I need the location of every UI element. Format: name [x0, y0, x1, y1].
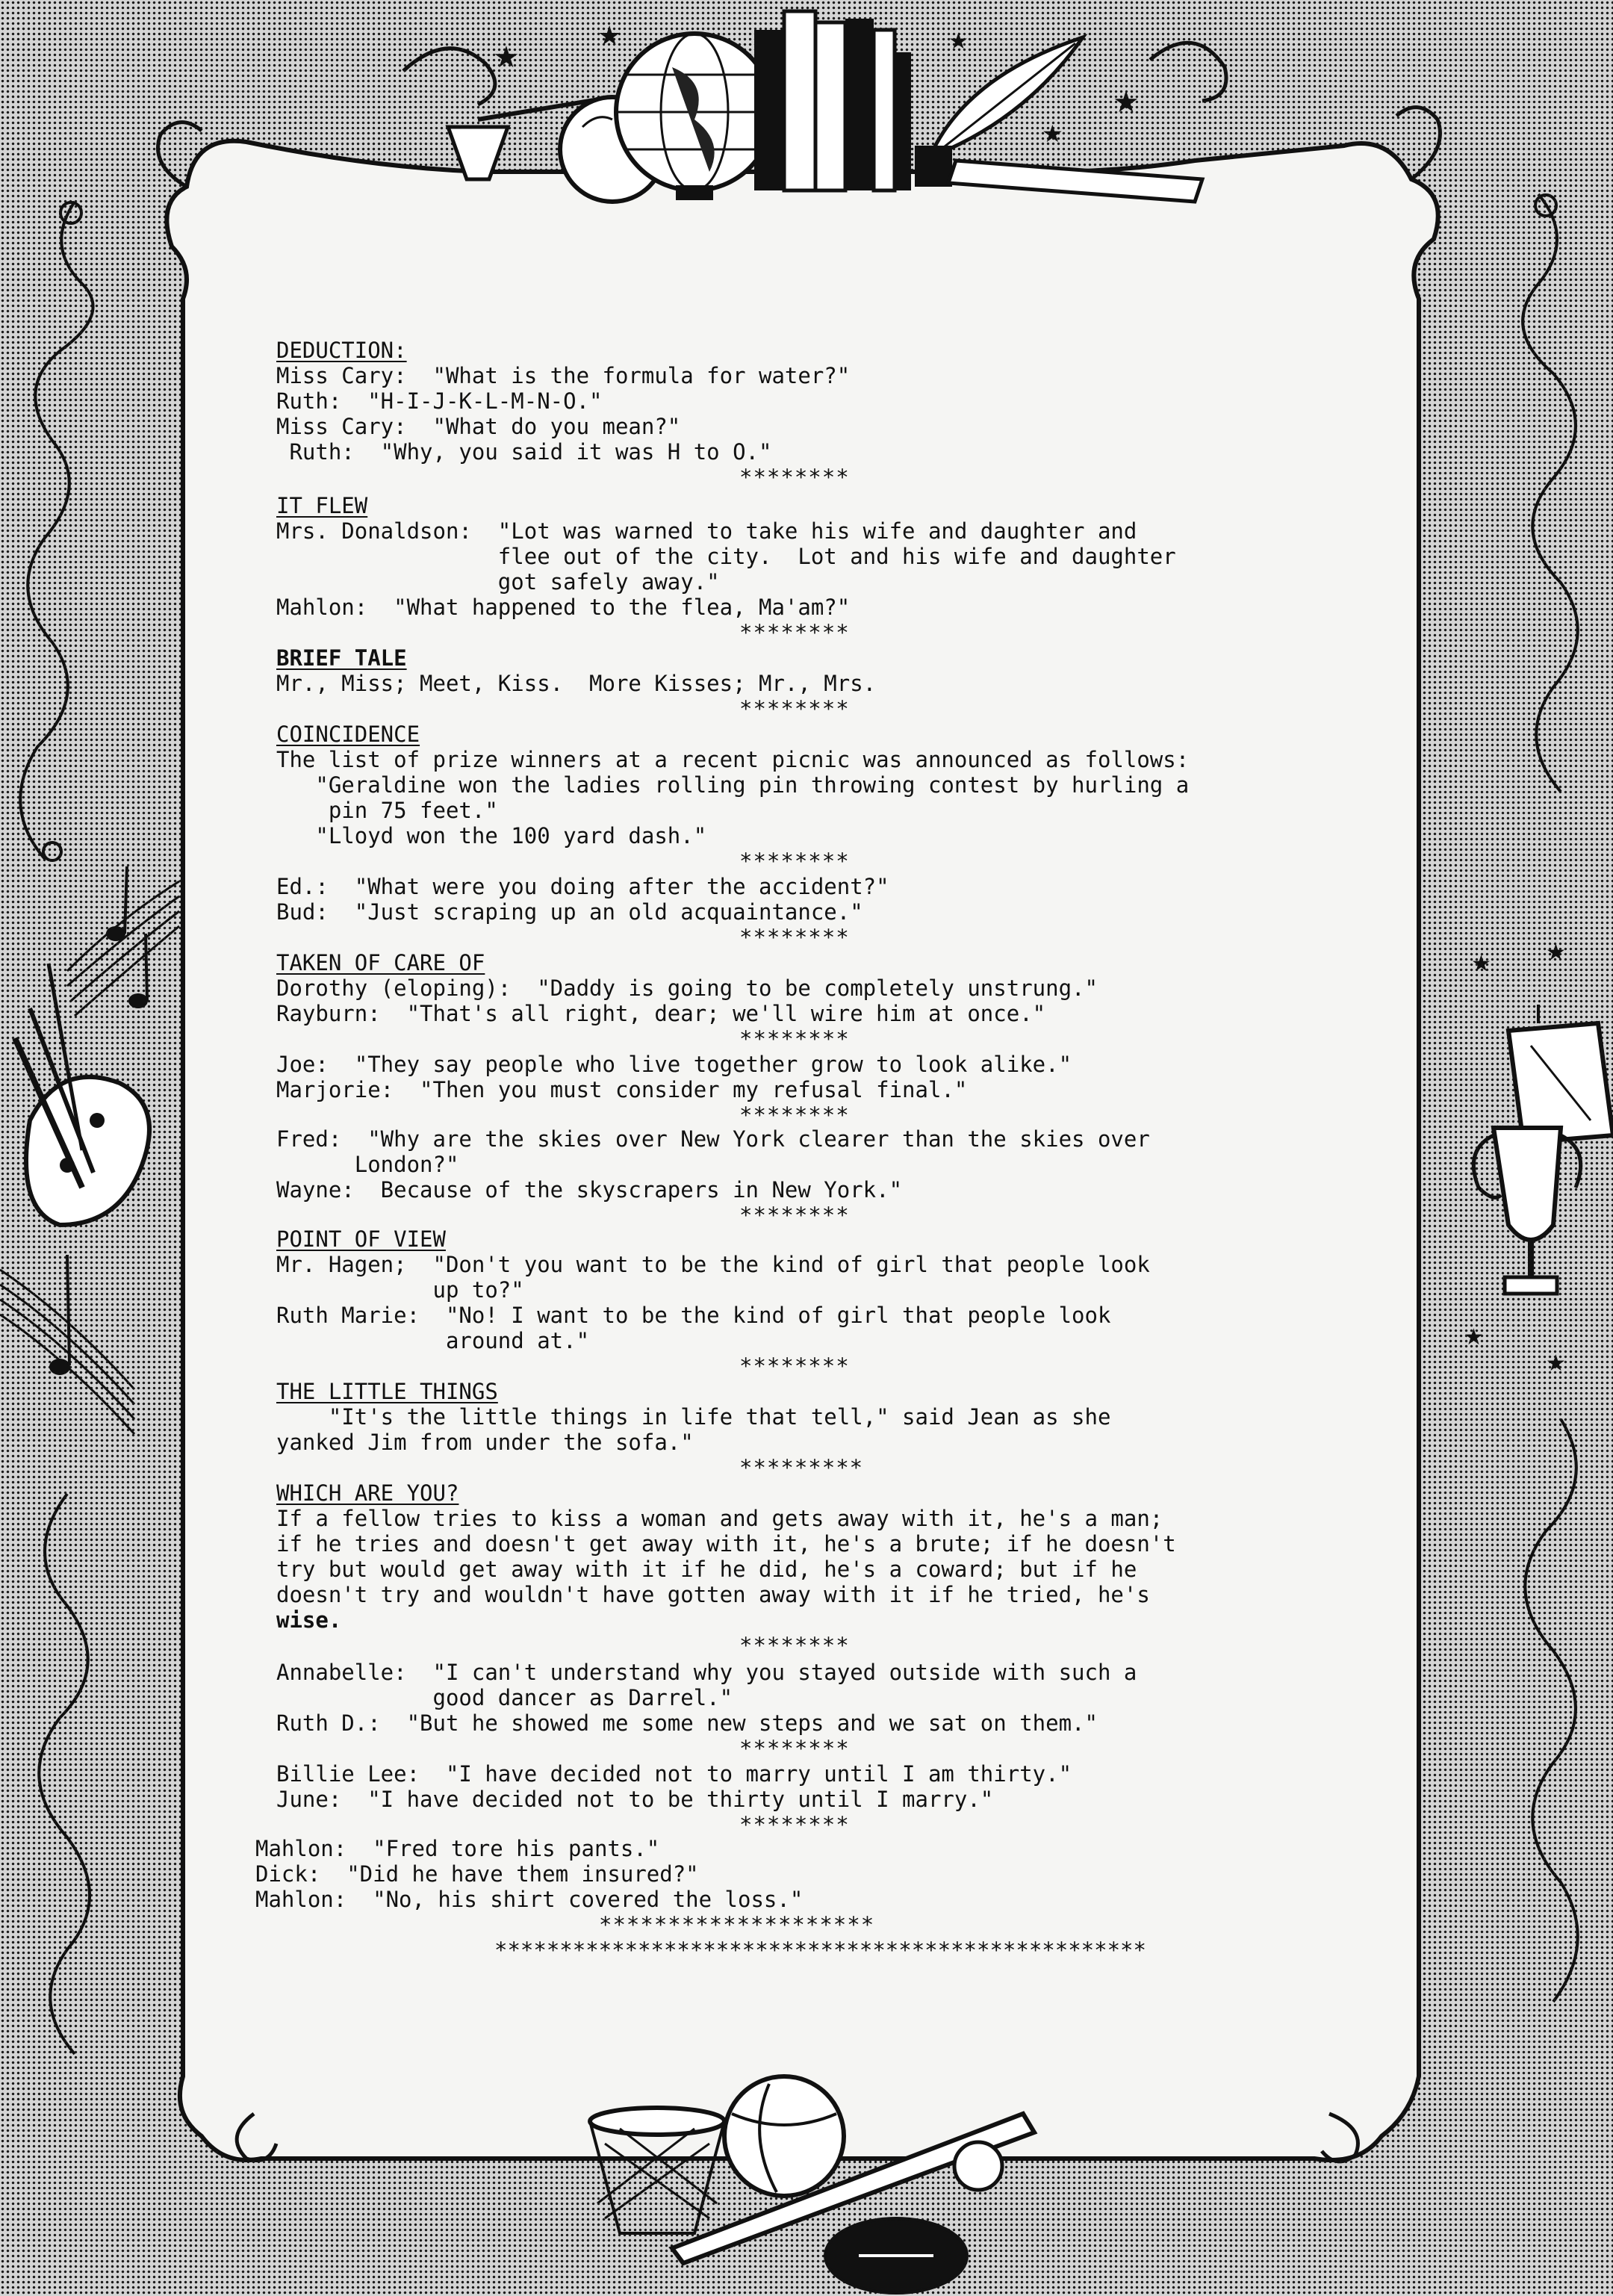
separator: ********	[739, 465, 850, 490]
dialogue-line: Miss Cary: "What is the formula for water?"	[276, 363, 851, 388]
final-separator: **************************************************	[494, 1937, 1146, 1963]
vine-right	[1523, 194, 1578, 792]
separator: ********	[739, 1812, 850, 1837]
dialogue-line: June: "I have decided not to be thirty until I marry."	[276, 1787, 994, 1812]
trophy-icon	[1473, 1128, 1580, 1294]
dialogue-line: good dancer as Darrel."	[276, 1685, 733, 1710]
separator: ********	[739, 1102, 850, 1128]
dialogue-line: got safely away."	[276, 569, 720, 595]
svg-text:★: ★	[1546, 940, 1566, 966]
separator: ********	[739, 925, 850, 950]
dialogue-line: Mr., Miss; Meet, Kiss. More Kisses; Mr., Mrs.	[276, 671, 877, 696]
section-heading: POINT OF VIEW	[276, 1226, 446, 1252]
separator: ********	[739, 696, 850, 722]
dialogue-line: pin 75 feet."	[276, 798, 498, 823]
section-annabelle-ruth	[276, 1660, 1359, 1761]
dialogue-line: Billie Lee: "I have decided not to marry until I am thirty."	[276, 1761, 1072, 1787]
vine-left	[20, 202, 93, 859]
books-icon	[754, 11, 911, 190]
section-heading: WHICH ARE YOU?	[276, 1480, 459, 1506]
svg-text:★: ★	[1042, 120, 1063, 148]
dialogue-line: Mahlon: "Fred tore his pants."	[255, 1836, 660, 1861]
section-it-flew	[276, 493, 1359, 645]
dialogue-line: "Lloyd won the 100 yard dash."	[276, 823, 707, 848]
joke-page-text	[255, 338, 1359, 1981]
svg-text:★: ★	[1471, 951, 1491, 977]
dialogue-line: Ruth: "H-I-J-K-L-M-N-O."	[276, 388, 603, 414]
svg-text:★: ★	[1113, 85, 1140, 120]
section-little-things	[276, 1379, 1359, 1480]
section-joe-marjorie	[276, 1052, 1359, 1128]
dialogue-line: Bud: "Just scraping up an old acquaintance."	[276, 899, 863, 925]
separator: ********	[739, 1026, 850, 1052]
section-heading: TAKEN OF CARE OF	[276, 950, 485, 975]
svg-text:★: ★	[1464, 1324, 1484, 1350]
section-coincidence	[276, 722, 1359, 874]
baseball-icon	[954, 2142, 1002, 2190]
section-point-of-view	[276, 1226, 1359, 1379]
section-ed-bud	[276, 874, 1359, 950]
dialogue-line: Dick: "Did he have them insured?"	[255, 1861, 699, 1887]
separator: ********	[739, 1203, 850, 1228]
dialogue-line: London?"	[276, 1152, 459, 1177]
dialogue-line: around at."	[276, 1328, 590, 1353]
dialogue-line: "It's the little things in life that tell," said Jean as she	[276, 1404, 1111, 1430]
dialogue-line: doesn't try and wouldn't have gotten away with it if he tried, he's	[276, 1582, 1150, 1607]
section-taken-care-of	[276, 950, 1359, 1052]
dialogue-line: Marjorie: "Then you must consider my refusal final."	[276, 1077, 968, 1102]
svg-text:★: ★	[597, 21, 622, 52]
dialogue-line: flee out of the city. Lot and his wife and daughter	[276, 544, 1176, 569]
separator: ********************	[599, 1912, 875, 1937]
basketball-icon	[724, 2076, 844, 2196]
dialogue-line: Mrs. Donaldson: "Lot was warned to take his wife and daughter and	[276, 518, 1137, 544]
dialogue-line: Dorothy (eloping): "Daddy is going to be completely unstrung."	[276, 975, 1098, 1001]
section-deduction	[276, 338, 1359, 490]
dialogue-line: Annabelle: "I can't understand why you stayed outside with such a	[276, 1660, 1137, 1685]
dialogue-line: yanked Jim from under the sofa."	[276, 1430, 694, 1455]
dialogue-line: Ed.: "What were you doing after the accident?"	[276, 874, 889, 899]
dialogue-line: Mr. Hagen; "Don't you want to be the kind of girl that people look	[276, 1252, 1150, 1277]
svg-text:★: ★	[1546, 1350, 1566, 1377]
dialogue-line: Ruth: "Why, you said it was H to O."	[276, 439, 772, 465]
section-mahlon-dick	[255, 1836, 1338, 1963]
separator: ********	[739, 1736, 850, 1761]
section-brief-tale	[276, 645, 1359, 722]
dialogue-line: try but would get away with it if he did, he's a coward; but if he	[276, 1557, 1137, 1582]
dialogue-line: Mahlon: "What happened to the flea, Ma'am?"	[276, 595, 851, 620]
section-which-are-you	[276, 1480, 1359, 1658]
svg-text:★: ★	[493, 40, 520, 75]
dialogue-line: The list of prize winners at a recent picnic was announced as follows:	[276, 747, 1190, 772]
section-heading: COINCIDENCE	[276, 722, 420, 747]
svg-text:★: ★	[948, 28, 969, 55]
separator: ********	[739, 1353, 850, 1379]
basketball-hoop-icon	[590, 2108, 724, 2233]
mirror-icon	[1508, 1005, 1613, 1143]
punchline-word: wise.	[276, 1607, 342, 1633]
dialogue-line: Mahlon: "No, his shirt covered the loss."	[255, 1887, 804, 1912]
dialogue-line: Joe: "They say people who live together grow to look alike."	[276, 1052, 1072, 1077]
separator: ********	[739, 1633, 850, 1658]
section-billie-june	[276, 1761, 1359, 1837]
dialogue-line: Wayne: Because of the skyscrapers in New York."	[276, 1177, 903, 1203]
dialogue-line: Ruth D.: "But he showed me some new steps and we sat on them."	[276, 1710, 1098, 1736]
dialogue-line: If a fellow tries to kiss a woman and gets away with it, he's a man;	[276, 1506, 1163, 1531]
dialogue-line: "Geraldine won the ladies rolling pin throwing contest by hurling a	[276, 772, 1190, 798]
separator: *********	[739, 1455, 864, 1480]
separator: ********	[739, 620, 850, 645]
section-heading: BRIEF TALE	[276, 645, 407, 671]
section-heading: THE LITTLE THINGS	[276, 1379, 498, 1404]
section-heading: DEDUCTION:	[276, 338, 407, 363]
dialogue-line: up to?"	[276, 1277, 524, 1303]
dialogue-line: Ruth Marie: "No! I want to be the kind of girl that people look	[276, 1303, 1111, 1328]
football-icon	[825, 2218, 967, 2293]
section-fred-wayne	[276, 1126, 1359, 1228]
dialogue-line: Rayburn: "That's all right, dear; we'll wire him at once."	[276, 1001, 1046, 1026]
section-heading: IT FLEW	[276, 493, 368, 518]
dialogue-line: Fred: "Why are the skies over New York clearer than the skies over	[276, 1126, 1150, 1152]
dialogue-line: Miss Cary: "What do you mean?"	[276, 414, 681, 439]
separator: ********	[739, 848, 850, 874]
dialogue-line: if he tries and doesn't get away with it, he's a brute; if he doesn't	[276, 1531, 1176, 1557]
